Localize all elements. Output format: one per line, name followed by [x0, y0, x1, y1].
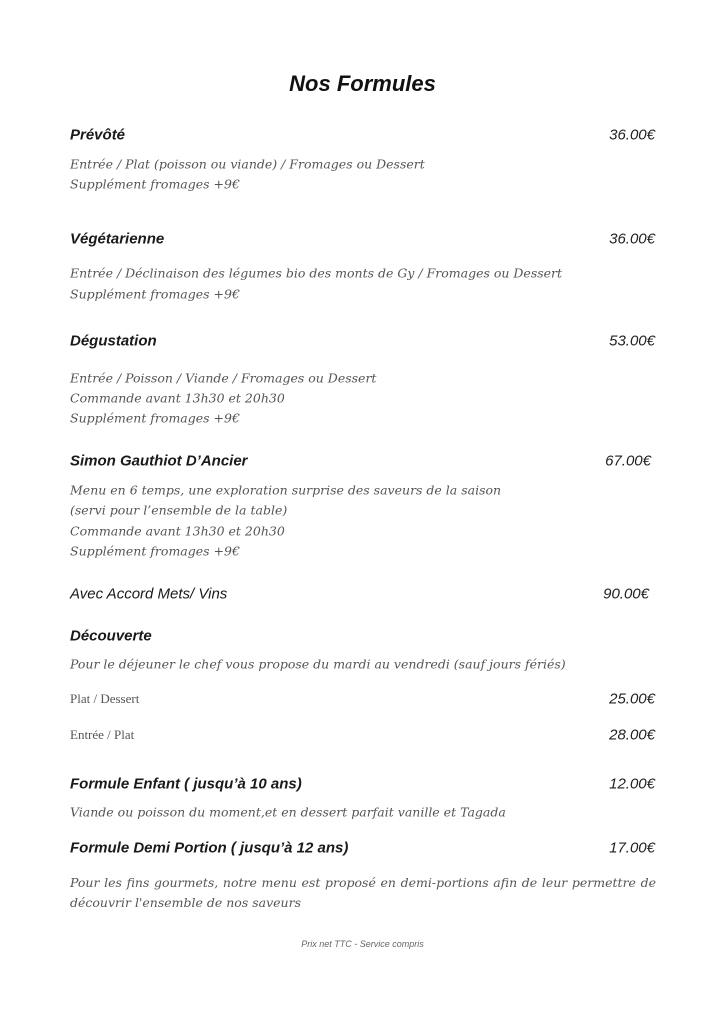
formule-name: Prévôté: [70, 126, 126, 144]
formule-description: Commande avant 13h30 et 20h30: [70, 390, 285, 406]
formule-price: 12.00€: [609, 775, 655, 793]
formule-price: 17.00€: [609, 839, 655, 857]
formule-description: Entrée / Déclinaison des légumes bio des monts de Gy / Fromages ou Dessert: [70, 265, 563, 281]
formule-description: Pour le déjeuner le chef vous propose du mardi au vendredi (sauf jours fériés): [70, 656, 566, 672]
formule-price: 36.00€: [609, 126, 655, 144]
formule-name: Végétarienne: [70, 230, 165, 248]
formule-description: (servi pour l’ensemble de la table): [70, 502, 288, 518]
formule-price: 53.00€: [609, 332, 655, 350]
formule-name: Avec Accord Mets/ Vins: [70, 585, 228, 603]
option-label: Entrée / Plat: [70, 727, 135, 742]
formule-description: Supplément fromages +9€: [70, 176, 240, 192]
page-title: Nos Formules: [289, 71, 436, 96]
formule-description: Supplément fromages +9€: [70, 410, 240, 426]
formule-price: 36.00€: [609, 230, 655, 248]
formule-price: 67.00€: [605, 452, 651, 470]
formule-name: Simon Gauthiot D’Ancier: [70, 452, 248, 470]
formule-price: 90.00€: [603, 585, 649, 603]
option-label: Plat / Dessert: [70, 691, 140, 706]
formule-name: Découverte: [70, 627, 152, 645]
formule-description: Supplément fromages +9€: [70, 543, 240, 559]
option-price: 28.00€: [609, 726, 655, 744]
formule-description: Menu en 6 temps, une exploration surprise des saveurs de la saison: [70, 482, 502, 498]
formule-description: Commande avant 13h30 et 20h30: [70, 523, 285, 539]
formule-description: Entrée / Poisson / Viande / Fromages ou Dessert: [70, 370, 377, 386]
formule-description: Supplément fromages +9€: [70, 286, 240, 302]
formule-description: Viande ou poisson du moment,et en dessert parfait vanille et Tagada: [70, 804, 506, 820]
footer-note: Prix net TTC - Service compris: [301, 939, 424, 949]
option-price: 25.00€: [609, 690, 655, 708]
formule-description: Entrée / Plat (poisson ou viande) / Fromages ou Dessert: [70, 156, 425, 172]
formule-name: Formule Enfant ( jusqu’à 10 ans): [70, 775, 302, 793]
formule-name: Dégustation: [70, 332, 157, 350]
formule-description: Pour les fins gourmets, notre menu est proposé en demi-portions afin de leur permettre de découvrir l'ensemble de nos saveurs: [70, 875, 656, 910]
formule-name: Formule Demi Portion ( jusqu’à 12 ans): [70, 839, 349, 857]
